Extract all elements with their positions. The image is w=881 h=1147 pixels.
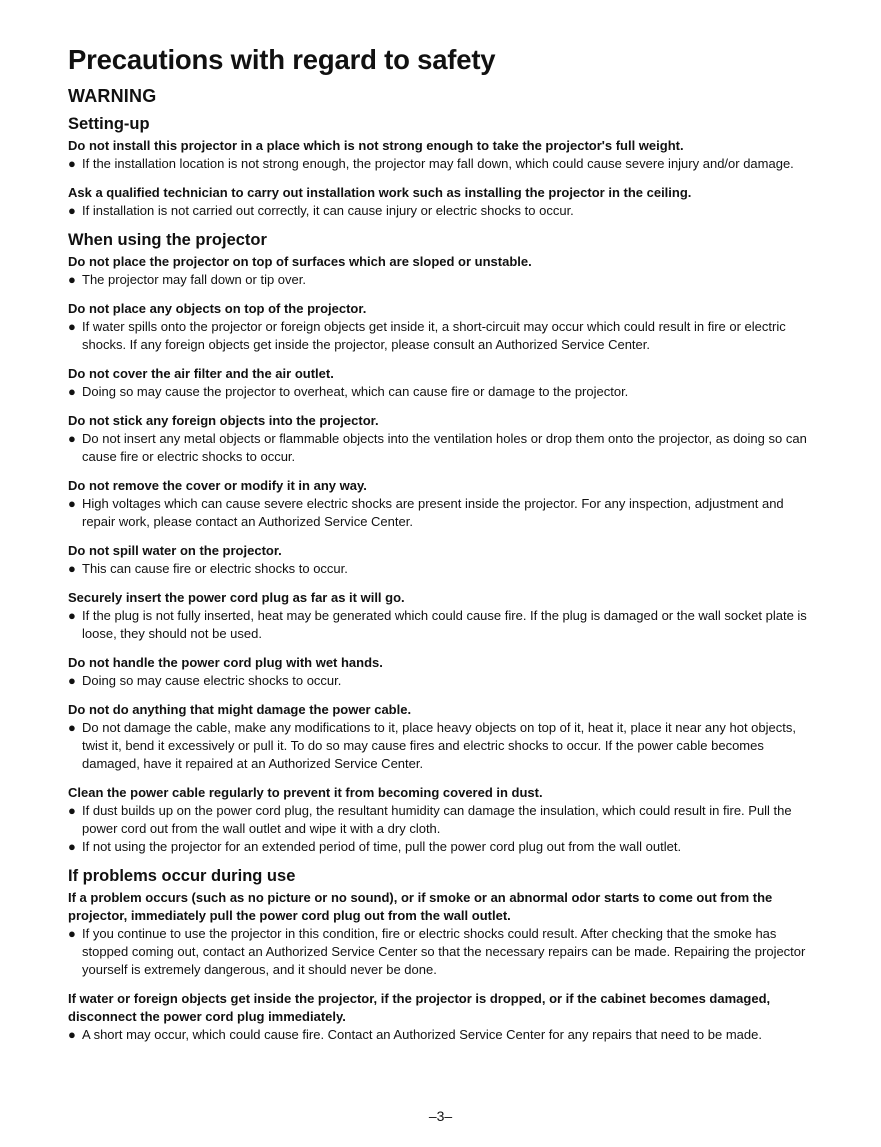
bullet-item	[68, 607, 813, 643]
warning-heading: WARNING	[68, 86, 157, 106]
precaution-heading: Do not stick any foreign objects into the projector.	[68, 413, 379, 428]
bullet-item	[68, 719, 813, 773]
bullet-item	[68, 1026, 813, 1044]
precaution-heading: Do not remove the cover or modify it in any way.	[68, 478, 367, 493]
document-page	[68, 44, 813, 1055]
bullet-list	[68, 155, 813, 173]
precaution-item	[68, 589, 813, 643]
page-number: –3–	[428, 1108, 453, 1124]
precaution-item	[68, 184, 813, 220]
bullet-text: Do not damage the cable, make any modifications to it, place heavy objects on top of it, heat it, place it near any hot objects, twist it, bend it excessively or pull it. To do so may cause fires and electric shocks to occur. If the power cable becomes damaged, have it repaired at an Authorized Service Center.	[82, 720, 796, 771]
precaution-heading: Clean the power cable regularly to prevent it from becoming covered in dust.	[68, 785, 543, 800]
bullet-icon: ●	[68, 1027, 76, 1042]
bullet-list	[68, 495, 813, 531]
bullet-icon: ●	[68, 203, 76, 218]
precaution-heading: Ask a qualified technician to carry out installation work such as installing the projector in the ceiling.	[68, 185, 692, 200]
bullet-icon: ●	[68, 803, 76, 818]
section-heading: Setting-up	[68, 115, 150, 133]
bullet-list	[68, 271, 813, 289]
precaution-item	[68, 654, 813, 690]
bullet-text: The projector may fall down or tip over.	[82, 272, 306, 287]
precaution-item	[68, 701, 813, 773]
bullet-text: If you continue to use the projector in this condition, fire or electric shocks could result. After checking that the smoke has stopped coming out, contact an Authorized Service Center so that the necessary repairs can be made. Repairing the projector yourself is extremely dangerous, and it should never be done.	[82, 926, 806, 977]
bullet-list	[68, 607, 813, 643]
bullet-item	[68, 495, 813, 531]
bullet-icon: ●	[68, 156, 76, 171]
precaution-item	[68, 889, 813, 979]
bullet-list	[68, 560, 813, 578]
bullet-list	[68, 1026, 813, 1044]
bullet-list	[68, 383, 813, 401]
precaution-item	[68, 253, 813, 289]
precaution-heading: Securely insert the power cord plug as far as it will go.	[68, 590, 405, 605]
bullet-icon: ●	[68, 839, 76, 854]
bullet-icon: ●	[68, 319, 76, 334]
bullet-text: If the installation location is not strong enough, the projector may fall down, which could cause severe injury and/or damage.	[82, 156, 794, 171]
bullet-text: This can cause fire or electric shocks to occur.	[82, 561, 348, 576]
bullet-text: If installation is not carried out correctly, it can cause injury or electric shocks to occur.	[82, 203, 574, 218]
bullet-item	[68, 155, 813, 173]
bullet-item	[68, 383, 813, 401]
precaution-heading: Do not cover the air filter and the air outlet.	[68, 366, 334, 381]
bullet-icon: ●	[68, 496, 76, 511]
section	[68, 231, 813, 856]
bullet-list	[68, 202, 813, 220]
bullet-text: Doing so may cause electric shocks to occur.	[82, 673, 342, 688]
precaution-item	[68, 477, 813, 531]
precaution-heading: Do not spill water on the projector.	[68, 543, 282, 558]
bullet-text: If water spills onto the projector or foreign objects get inside it, a short-circuit may occur which could result in fire or electric shocks. If any foreign objects get inside the projector, please consult an Authorized Service Center.	[82, 319, 786, 352]
section-heading: If problems occur during use	[68, 867, 296, 885]
sections-container	[68, 115, 813, 1044]
bullet-text: If dust builds up on the power cord plug, the resultant humidity can damage the insulation, which could result in fire. Pull the power cord out from the wall outlet and wipe it with a dry cloth.	[82, 803, 792, 836]
page-title: Precautions with regard to safety	[68, 44, 496, 75]
precaution-item	[68, 412, 813, 466]
bullet-text: A short may occur, which could cause fire. Contact an Authorized Service Center for any repairs that need to be made.	[82, 1027, 762, 1042]
bullet-icon: ●	[68, 673, 76, 688]
bullet-item	[68, 672, 813, 690]
section-heading: When using the projector	[68, 231, 267, 249]
bullet-list	[68, 925, 813, 979]
bullet-icon: ●	[68, 384, 76, 399]
precaution-heading: Do not install this projector in a place which is not strong enough to take the projector's full weight.	[68, 138, 684, 153]
precaution-item	[68, 542, 813, 578]
bullet-item	[68, 271, 813, 289]
bullet-list	[68, 430, 813, 466]
precaution-item	[68, 784, 813, 856]
bullet-text: If not using the projector for an extended period of time, pull the power cord plug out from the wall outlet.	[82, 839, 682, 854]
bullet-text: Doing so may cause the projector to overheat, which can cause fire or damage to the projector.	[82, 384, 629, 399]
bullet-icon: ●	[68, 272, 76, 287]
precaution-heading: Do not place any objects on top of the projector.	[68, 301, 367, 316]
bullet-text: If the plug is not fully inserted, heat may be generated which could cause fire. If the plug is damaged or the wall socket plate is loose, they should not be used.	[82, 608, 807, 641]
section	[68, 115, 813, 220]
bullet-item	[68, 318, 813, 354]
bullet-item	[68, 925, 813, 979]
precaution-item	[68, 990, 813, 1044]
bullet-list	[68, 719, 813, 773]
bullet-icon: ●	[68, 720, 76, 735]
bullet-list	[68, 318, 813, 354]
bullet-list	[68, 672, 813, 690]
bullet-item	[68, 202, 813, 220]
precaution-heading: Do not place the projector on top of surfaces which are sloped or unstable.	[68, 254, 532, 269]
bullet-icon: ●	[68, 561, 76, 576]
bullet-text: Do not insert any metal objects or flammable objects into the ventilation holes or drop them onto the projector, as doing so can cause fire or electric shocks to occur.	[82, 431, 807, 464]
precaution-heading: Do not handle the power cord plug with wet hands.	[68, 655, 383, 670]
bullet-icon: ●	[68, 608, 76, 623]
bullet-item	[68, 802, 813, 838]
bullet-icon: ●	[68, 926, 76, 941]
bullet-icon: ●	[68, 431, 76, 446]
precaution-item	[68, 300, 813, 354]
bullet-item	[68, 560, 813, 578]
precaution-heading: If water or foreign objects get inside the projector, if the projector is dropped, or if the cabinet becomes damaged, disconnect the power cord plug immediately.	[68, 991, 771, 1024]
bullet-item	[68, 430, 813, 466]
precaution-heading: Do not do anything that might damage the power cable.	[68, 702, 412, 717]
section	[68, 867, 813, 1044]
precaution-heading: If a problem occurs (such as no picture or no sound), or if smoke or an abnormal odor starts to come out from the projector, immediately pull the power cord plug out from the wall outlet.	[68, 890, 773, 923]
precaution-item	[68, 365, 813, 401]
bullet-text: High voltages which can cause severe electric shocks are present inside the projector. For any inspection, adjustment and repair work, please contact an Authorized Service Center.	[82, 496, 784, 529]
bullet-list	[68, 802, 813, 856]
precaution-item	[68, 137, 813, 173]
bullet-item	[68, 838, 813, 856]
